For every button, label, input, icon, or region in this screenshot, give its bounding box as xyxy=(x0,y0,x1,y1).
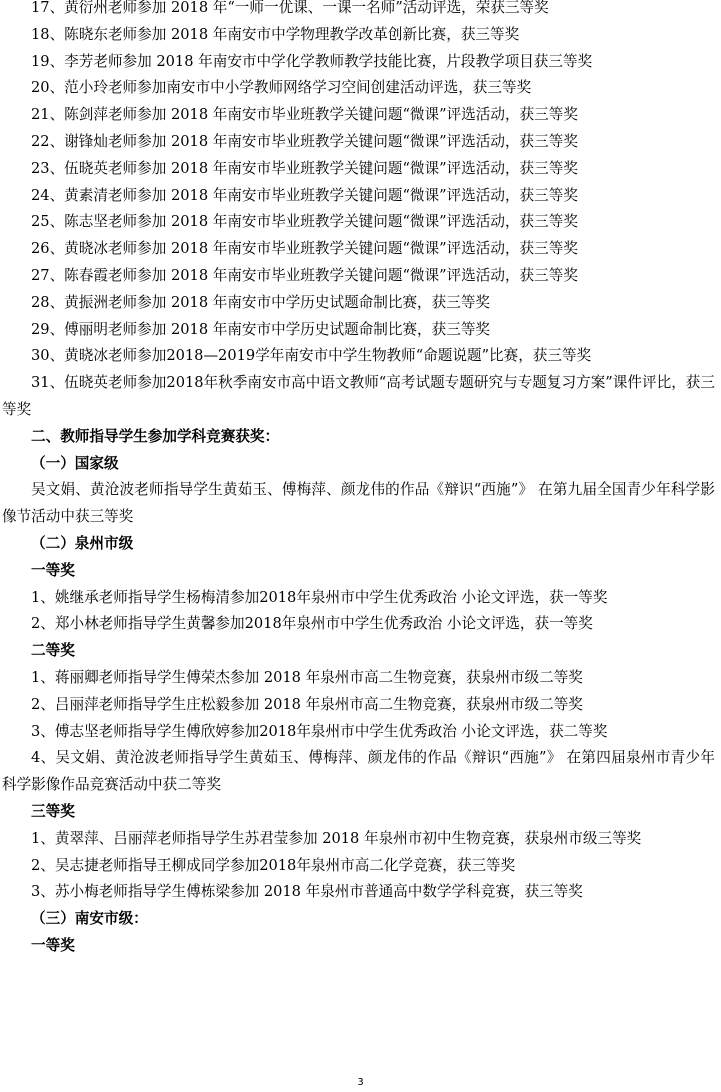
subsection-heading-quanzhou: （二）泉州市级 xyxy=(31,534,134,552)
list-item: 31、伍晓英老师参加2018年秋季南安市高中语文教师“高考试题专题研究与专题复习方案”课件评比，获三等奖 xyxy=(2,374,715,418)
list-item: 18、陈晓东老师参加 2018 年南安市中学物理教学改革创新比赛，获三等奖 xyxy=(31,25,520,43)
award-item: 2、郑小林老师指导学生黄馨参加2018年泉州市中学生优秀政治 小论文评选，获一等奖 xyxy=(31,615,593,633)
list-item: 21、陈剑萍老师参加 2018 年南安市毕业班教学关键问题“微课”评选活动，获三等奖 xyxy=(31,106,578,124)
award-item: 1、姚继承老师指导学生杨梅清参加2018年泉州市中学生优秀政治 小论文评选，获一等奖 xyxy=(31,588,608,606)
page-number: 3 xyxy=(357,1077,364,1088)
list-item: 17、黄衍州老师参加 2018 年“一师一优课、一课一名师”活动评选，荣获三等奖 xyxy=(31,0,549,16)
list-item: 23、伍晓英老师参加 2018 年南安市毕业班教学关键问题“微课”评选活动，获三等奖 xyxy=(31,159,578,177)
list-item: 20、范小玲老师参加南安市中小学教师网络学习空间创建活动评选，获三等奖 xyxy=(31,79,532,97)
list-item: 19、李芳老师参加 2018 年南安市中学化学教师教学技能比赛，片段教学项目获三等奖 xyxy=(31,52,593,70)
subsection-heading-national: （一）国家级 xyxy=(31,454,119,472)
list-item: 28、黄振洲老师参加 2018 年南安市中学历史试题命制比赛，获三等奖 xyxy=(31,293,491,311)
list-item: 22、谢锋灿老师参加 2018 年南安市毕业班教学关键问题“微课”评选活动，获三等奖 xyxy=(31,132,578,150)
award-item: 2、吴志捷老师指导王柳成同学参加2018年泉州市高二化学竞赛，获三等奖 xyxy=(31,856,516,874)
national-award-item: 吴文娟、黄沧波老师指导学生黄茹玉、傅梅萍、颜龙伟的作品《辩识“西施”》 在第九届全国青少年科学影像节活动中获三等奖 xyxy=(2,481,715,526)
award-item: 1、黄翠萍、吕丽萍老师指导学生苏君莹参加 2018 年泉州市初中生物竞赛，获泉州市级三等奖 xyxy=(31,829,642,847)
subsection-heading-nanan: （三）南安市级： xyxy=(31,910,148,928)
award-level-heading: 一等奖 xyxy=(31,561,75,579)
award-level-heading: 三等奖 xyxy=(31,802,75,820)
list-item: 25、陈志坚老师参加 2018 年南安市毕业班教学关键问题“微课”评选活动，获三等奖 xyxy=(31,213,578,231)
award-level-heading: 一等奖 xyxy=(31,936,75,954)
award-item: 3、苏小梅老师指导学生傅栋梁参加 2018 年泉州市普通高中数学学科竞赛，获三等奖 xyxy=(31,883,583,901)
list-item: 24、黄素清老师参加 2018 年南安市毕业班教学关键问题“微课”评选活动，获三等奖 xyxy=(31,186,578,204)
list-item: 27、陈春霞老师参加 2018 年南安市毕业班教学关键问题“微课”评选活动，获三等奖 xyxy=(31,266,578,284)
section-heading: 二、教师指导学生参加学科竞赛获奖： xyxy=(31,427,280,445)
list-item: 29、傅丽明老师参加 2018 年南安市中学历史试题命制比赛，获三等奖 xyxy=(31,320,491,338)
award-item: 3、傅志坚老师指导学生傅欣婷参加2018年泉州市中学生优秀政治 小论文评选，获二等奖 xyxy=(31,722,608,740)
award-level-heading: 二等奖 xyxy=(31,642,75,660)
award-item: 4、吴文娟、黄沧波老师指导学生黄茹玉、傅梅萍、颜龙伟的作品《辩识“西施”》 在第四届泉州市青少年科学影像作品竞赛活动中获二等奖 xyxy=(2,749,715,794)
document-body xyxy=(2,0,715,960)
award-item: 2、吕丽萍老师指导学生庄松毅参加 2018 年泉州市高二生物竞赛，获泉州市级二等奖 xyxy=(31,695,583,713)
award-item: 1、蒋丽卿老师指导学生傅荣杰参加 2018 年泉州市高二生物竞赛，获泉州市级二等奖 xyxy=(31,668,583,686)
list-item: 30、黄晓冰老师参加2018—2019学年南安市中学生物教师“命题说题”比赛，获三等奖 xyxy=(31,347,592,365)
list-item: 26、黄晓冰老师参加 2018 年南安市毕业班教学关键问题“微课”评选活动，获三等奖 xyxy=(31,240,578,258)
